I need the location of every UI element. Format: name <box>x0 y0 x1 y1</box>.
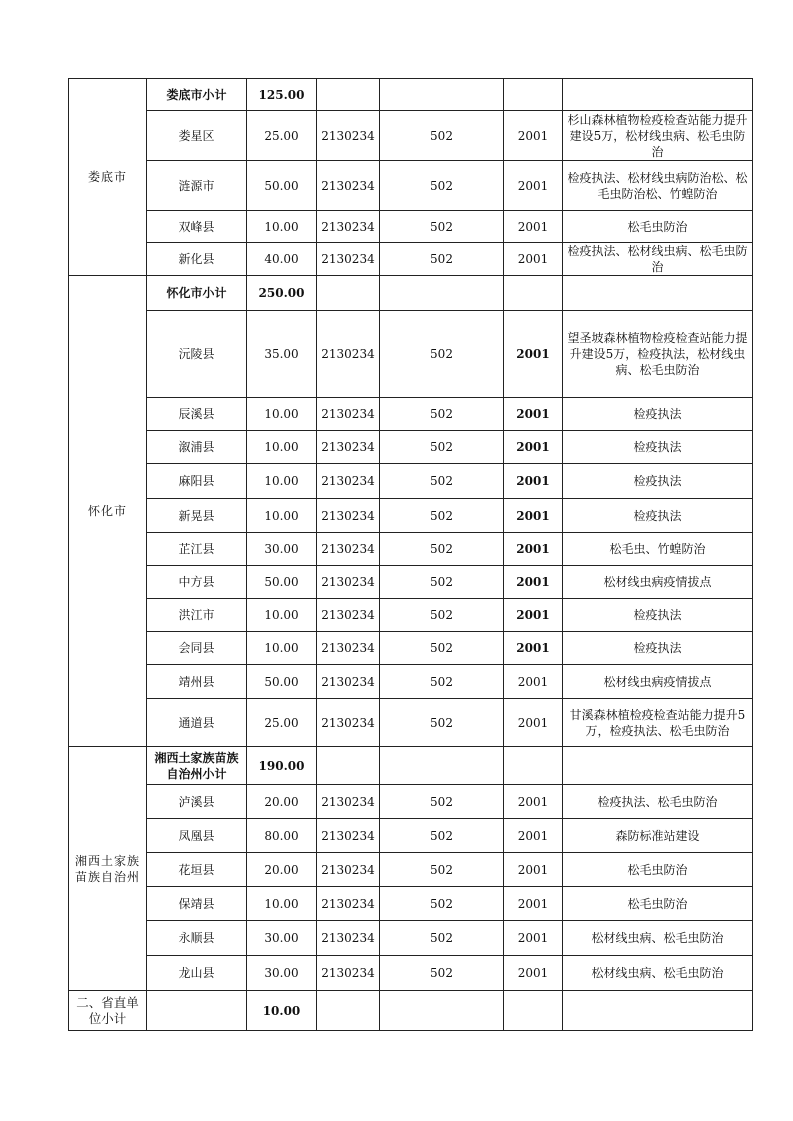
county-name: 新晃县 <box>147 499 247 533</box>
county-name: 泸溪县 <box>147 785 247 819</box>
note: 检疫执法 <box>563 632 753 665</box>
empty-cell <box>380 747 504 785</box>
year-code: 2001 <box>504 464 563 499</box>
county-name: 沅陵县 <box>147 311 247 398</box>
county-name: 洪江市 <box>147 599 247 632</box>
subtotal-amount: 250.00 <box>247 276 317 311</box>
subject-code: 2130234 <box>317 599 380 632</box>
empty-cell <box>563 991 753 1031</box>
year-code: 2001 <box>504 921 563 956</box>
empty-cell <box>380 79 504 111</box>
subject-code: 2130234 <box>317 566 380 599</box>
year-code: 2001 <box>504 699 563 747</box>
econ-code: 502 <box>380 887 504 921</box>
year-code: 2001 <box>504 599 563 632</box>
table-row <box>69 819 753 853</box>
year-code: 2001 <box>504 431 563 464</box>
year-code: 2001 <box>504 632 563 665</box>
note: 望圣坡森林植物检疫检查站能力提升建设5万，检疫执法，松材线虫病、松毛虫防治 <box>563 311 753 398</box>
table-row <box>69 921 753 956</box>
year-code: 2001 <box>504 499 563 533</box>
subject-code: 2130234 <box>317 311 380 398</box>
subject-code: 2130234 <box>317 161 380 211</box>
county-name: 麻阳县 <box>147 464 247 499</box>
empty-cell <box>317 747 380 785</box>
amount: 10.00 <box>247 211 317 243</box>
amount: 10.00 <box>247 632 317 665</box>
econ-code: 502 <box>380 699 504 747</box>
amount: 10.00 <box>247 398 317 431</box>
note: 检疫执法 <box>563 398 753 431</box>
empty-cell <box>563 79 753 111</box>
table-row <box>69 566 753 599</box>
econ-code: 502 <box>380 533 504 566</box>
note: 松毛虫防治 <box>563 853 753 887</box>
econ-code: 502 <box>380 111 504 161</box>
amount: 40.00 <box>247 243 317 276</box>
subject-code: 2130234 <box>317 887 380 921</box>
table-row <box>69 887 753 921</box>
note: 松材线虫病、松毛虫防治 <box>563 956 753 991</box>
note: 松材线虫病、松毛虫防治 <box>563 921 753 956</box>
note: 检疫执法、松材线虫病、松毛虫防治 <box>563 243 753 276</box>
subject-code: 2130234 <box>317 211 380 243</box>
year-code: 2001 <box>504 566 563 599</box>
amount: 30.00 <box>247 921 317 956</box>
subject-code: 2130234 <box>317 956 380 991</box>
year-code: 2001 <box>504 243 563 276</box>
year-code: 2001 <box>504 311 563 398</box>
table-row <box>69 243 753 276</box>
provincial-label: 二、省直单位小计 <box>69 991 147 1031</box>
table-row <box>69 785 753 819</box>
econ-code: 502 <box>380 464 504 499</box>
county-name: 娄星区 <box>147 111 247 161</box>
subtotal-amount: 125.00 <box>247 79 317 111</box>
year-code: 2001 <box>504 161 563 211</box>
empty-cell <box>504 276 563 311</box>
subtotal-label: 湘西土家族苗族自治州小计 <box>147 747 247 785</box>
amount: 20.00 <box>247 853 317 887</box>
amount: 10.00 <box>247 431 317 464</box>
empty-cell <box>317 276 380 311</box>
subtotal-row <box>69 747 753 785</box>
table-row <box>69 431 753 464</box>
subject-code: 2130234 <box>317 243 380 276</box>
econ-code: 502 <box>380 853 504 887</box>
table-row <box>69 211 753 243</box>
amount: 10.00 <box>247 464 317 499</box>
subject-code: 2130234 <box>317 819 380 853</box>
year-code: 2001 <box>504 533 563 566</box>
note: 检疫执法 <box>563 464 753 499</box>
county-name: 溆浦县 <box>147 431 247 464</box>
subtotal-row <box>69 79 753 111</box>
empty-cell <box>147 991 247 1031</box>
table-row <box>69 665 753 699</box>
county-name: 花垣县 <box>147 853 247 887</box>
year-code: 2001 <box>504 398 563 431</box>
econ-code: 502 <box>380 211 504 243</box>
year-code: 2001 <box>504 111 563 161</box>
county-name: 保靖县 <box>147 887 247 921</box>
table-row <box>69 464 753 499</box>
table-row <box>69 398 753 431</box>
amount: 30.00 <box>247 956 317 991</box>
note: 检疫执法 <box>563 499 753 533</box>
subtotal-amount: 190.00 <box>247 747 317 785</box>
county-name: 辰溪县 <box>147 398 247 431</box>
note: 检疫执法 <box>563 599 753 632</box>
table-row <box>69 956 753 991</box>
county-name: 新化县 <box>147 243 247 276</box>
amount: 10.00 <box>247 887 317 921</box>
econ-code: 502 <box>380 566 504 599</box>
amount: 50.00 <box>247 566 317 599</box>
empty-cell <box>317 79 380 111</box>
region-name: 怀化市 <box>69 276 147 747</box>
subject-code: 2130234 <box>317 853 380 887</box>
amount: 25.00 <box>247 111 317 161</box>
amount: 25.00 <box>247 699 317 747</box>
amount: 50.00 <box>247 161 317 211</box>
empty-cell <box>504 79 563 111</box>
econ-code: 502 <box>380 632 504 665</box>
econ-code: 502 <box>380 785 504 819</box>
table-row <box>69 599 753 632</box>
county-name: 涟源市 <box>147 161 247 211</box>
subject-code: 2130234 <box>317 111 380 161</box>
year-code: 2001 <box>504 211 563 243</box>
note: 松毛虫防治 <box>563 211 753 243</box>
county-name: 会同县 <box>147 632 247 665</box>
county-name: 龙山县 <box>147 956 247 991</box>
empty-cell <box>380 991 504 1031</box>
note: 检疫执法、松材线虫病防治松、松毛虫防治松、竹蝗防治 <box>563 161 753 211</box>
subject-code: 2130234 <box>317 665 380 699</box>
table-row <box>69 111 753 161</box>
subject-code: 2130234 <box>317 921 380 956</box>
subtotal-label: 怀化市小计 <box>147 276 247 311</box>
year-code: 2001 <box>504 853 563 887</box>
table-row <box>69 533 753 566</box>
year-code: 2001 <box>504 819 563 853</box>
region-name: 湘西土家族苗族自治州 <box>69 747 147 991</box>
note: 甘溪森林植检疫检查站能力提升5万，检疫执法、松毛虫防治 <box>563 699 753 747</box>
amount: 10.00 <box>247 499 317 533</box>
econ-code: 502 <box>380 599 504 632</box>
empty-cell <box>504 991 563 1031</box>
subject-code: 2130234 <box>317 785 380 819</box>
county-name: 通道县 <box>147 699 247 747</box>
subject-code: 2130234 <box>317 699 380 747</box>
provincial-amount: 10.00 <box>247 991 317 1031</box>
subject-code: 2130234 <box>317 632 380 665</box>
county-name: 凤凰县 <box>147 819 247 853</box>
note: 检疫执法、松毛虫防治 <box>563 785 753 819</box>
year-code: 2001 <box>504 887 563 921</box>
note: 松毛虫防治 <box>563 887 753 921</box>
econ-code: 502 <box>380 431 504 464</box>
empty-cell <box>380 276 504 311</box>
subject-code: 2130234 <box>317 533 380 566</box>
subject-code: 2130234 <box>317 464 380 499</box>
subtotal-row <box>69 276 753 311</box>
county-name: 芷江县 <box>147 533 247 566</box>
note: 检疫执法 <box>563 431 753 464</box>
note: 松毛虫、竹蝗防治 <box>563 533 753 566</box>
region-name: 娄底市 <box>69 79 147 276</box>
provincial-subtotal-row <box>69 991 753 1031</box>
note: 松材线虫病疫情拔点 <box>563 665 753 699</box>
year-code: 2001 <box>504 785 563 819</box>
subject-code: 2130234 <box>317 431 380 464</box>
amount: 80.00 <box>247 819 317 853</box>
subtotal-label: 娄底市小计 <box>147 79 247 111</box>
empty-cell <box>317 991 380 1031</box>
county-name: 永顺县 <box>147 921 247 956</box>
year-code: 2001 <box>504 665 563 699</box>
table-row <box>69 161 753 211</box>
econ-code: 502 <box>380 665 504 699</box>
amount: 20.00 <box>247 785 317 819</box>
amount: 10.00 <box>247 599 317 632</box>
table-row <box>69 632 753 665</box>
econ-code: 502 <box>380 311 504 398</box>
table-row <box>69 853 753 887</box>
econ-code: 502 <box>380 921 504 956</box>
amount: 50.00 <box>247 665 317 699</box>
county-name: 双峰县 <box>147 211 247 243</box>
note: 松材线虫病疫情拔点 <box>563 566 753 599</box>
econ-code: 502 <box>380 243 504 276</box>
econ-code: 502 <box>380 499 504 533</box>
subject-code: 2130234 <box>317 499 380 533</box>
econ-code: 502 <box>380 398 504 431</box>
table-row <box>69 499 753 533</box>
year-code: 2001 <box>504 956 563 991</box>
table-row <box>69 311 753 398</box>
empty-cell <box>563 276 753 311</box>
econ-code: 502 <box>380 819 504 853</box>
county-name: 靖州县 <box>147 665 247 699</box>
amount: 35.00 <box>247 311 317 398</box>
econ-code: 502 <box>380 161 504 211</box>
empty-cell <box>504 747 563 785</box>
note: 杉山森林植物检疫检查站能力提升建设5万，松材线虫病、松毛虫防治 <box>563 111 753 161</box>
empty-cell <box>563 747 753 785</box>
county-name: 中方县 <box>147 566 247 599</box>
amount: 30.00 <box>247 533 317 566</box>
subject-code: 2130234 <box>317 398 380 431</box>
allocation-table <box>68 78 753 1031</box>
note: 森防标准站建设 <box>563 819 753 853</box>
table-row <box>69 699 753 747</box>
econ-code: 502 <box>380 956 504 991</box>
